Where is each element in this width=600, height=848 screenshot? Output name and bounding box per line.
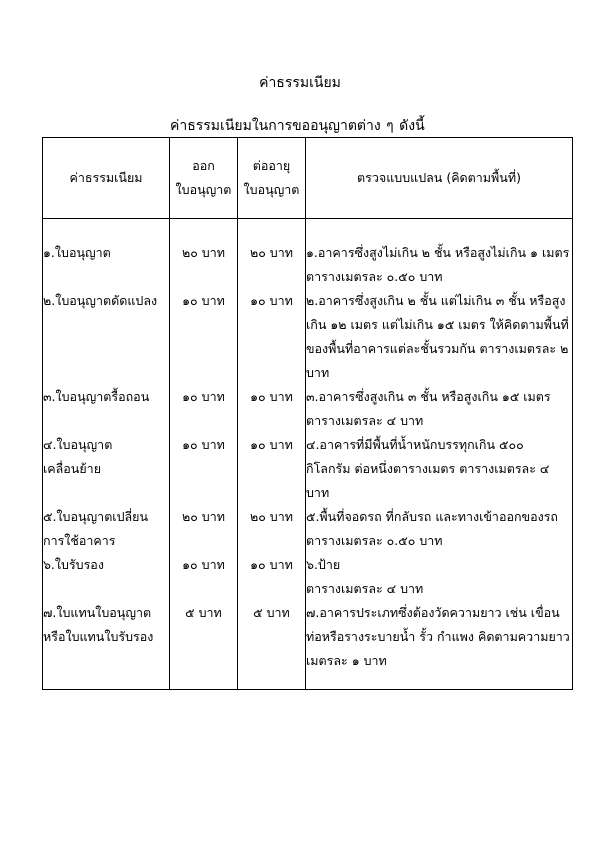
fee-name-line: ๔.ใบอนุญาต bbox=[43, 437, 113, 452]
inspect-fee-line: ๖.ป้าย bbox=[306, 557, 341, 572]
fee-name-line: เคลื่อนย้าย bbox=[43, 461, 102, 476]
inspect-fee-line: ๓.อาคารซึ่งสูงเกิน ๓ ชั้น หรือสูงเกิน ๑๕ เมตร bbox=[306, 389, 551, 404]
inspect-fee-line: ตารางเมตรละ ๔ บาท bbox=[306, 581, 424, 596]
inspect-fee-line: บาท bbox=[306, 485, 330, 500]
issue-fee-cell: ๑๐ บาท bbox=[170, 385, 238, 433]
fee-name-cell bbox=[43, 241, 170, 289]
fee-name-line: ๕.ใบอนุญาตเปลี่ยน bbox=[43, 509, 149, 524]
header-issue bbox=[170, 138, 238, 219]
header-issue-line-1: ออก bbox=[192, 158, 215, 173]
inspect-fee-cell bbox=[306, 433, 573, 505]
page-subtitle: ค่าธรรมเนียมในการขออนุญาตต่าง ๆ ดังนี้ bbox=[170, 118, 425, 134]
table-row bbox=[43, 385, 573, 433]
fee-table bbox=[42, 137, 573, 690]
renew-fee-cell: ๒๐ บาท bbox=[238, 241, 306, 289]
table-row bbox=[43, 601, 573, 690]
issue-fee-cell: ๑๐ บาท bbox=[170, 433, 238, 505]
issue-fee-cell: ๕ บาท bbox=[170, 601, 238, 690]
inspect-fee-line: กิโลกรัม ต่อหนึ่งตารางเมตร ตารางเมตรละ ๔ bbox=[306, 461, 550, 476]
inspect-fee-line: ตารางเมตรละ ๔ บาท bbox=[306, 413, 424, 428]
fee-name-cell bbox=[43, 289, 170, 385]
header-issue-line-2: ใบอนุญาต bbox=[175, 182, 232, 197]
renew-fee-cell: ๑๐ บาท bbox=[238, 289, 306, 385]
table-row bbox=[43, 505, 573, 553]
fee-name-line: การใช้อาคาร bbox=[43, 533, 116, 548]
fee-name-line: ๖.ใบรับรอง bbox=[43, 557, 104, 572]
inspect-fee-cell bbox=[306, 289, 573, 385]
header-fee: ค่าธรรมเนียม bbox=[43, 138, 170, 219]
inspect-fee-line: ๗.อาคารประเภทซึ่งต้องวัดความยาว เช่น เขื่อน bbox=[306, 605, 560, 620]
inspect-fee-cell bbox=[306, 505, 573, 553]
spacer-row bbox=[43, 219, 573, 242]
renew-fee-cell: ๑๐ บาท bbox=[238, 433, 306, 505]
fee-name-cell bbox=[43, 601, 170, 690]
table-row bbox=[43, 553, 573, 601]
issue-fee-cell: ๒๐ บาท bbox=[170, 505, 238, 553]
fee-name-line: หรือใบแทนใบรับรอง bbox=[43, 629, 154, 644]
inspect-fee-cell bbox=[306, 601, 573, 690]
fee-name-line: ๒.ใบอนุญาตดัดแปลง bbox=[43, 293, 158, 308]
inspect-fee-line: เกิน ๑๒ เมตร แต่ไม่เกิน ๑๕ เมตร ให้คิดตามพื้นที่ bbox=[306, 317, 569, 332]
issue-fee-cell: ๑๐ บาท bbox=[170, 553, 238, 601]
fee-name-line: ๗.ใบแทนใบอนุญาต bbox=[43, 605, 152, 620]
header-inspect: ตรวจแบบแปลน (คิดตามพื้นที่) bbox=[306, 138, 573, 219]
inspect-fee-cell bbox=[306, 385, 573, 433]
inspect-fee-line: ตารางเมตรละ ๐.๕๐ บาท bbox=[306, 533, 443, 548]
fee-name-cell bbox=[43, 505, 170, 553]
table-row bbox=[43, 433, 573, 505]
inspect-fee-line: เมตรละ ๑ บาท bbox=[306, 653, 387, 668]
inspect-fee-line: ๕.พื้นที่จอดรถ ที่กลับรถ และทางเข้าออกของรถ bbox=[306, 509, 558, 524]
inspect-fee-cell bbox=[306, 241, 573, 289]
inspect-fee-line: ตารางเมตรละ ๐.๕๐ บาท bbox=[306, 269, 443, 284]
fee-name-cell bbox=[43, 433, 170, 505]
inspect-fee-line: บาท bbox=[306, 365, 330, 380]
inspect-fee-cell bbox=[306, 553, 573, 601]
renew-fee-cell: ๑๐ บาท bbox=[238, 385, 306, 433]
renew-fee-cell: ๑๐ บาท bbox=[238, 553, 306, 601]
header-renew bbox=[238, 138, 306, 219]
renew-fee-cell: ๒๐ บาท bbox=[238, 505, 306, 553]
inspect-fee-line: ของพื้นที่อาคารแต่ละชั้นรวมกัน ตารางเมตรละ ๒ bbox=[306, 341, 569, 356]
page-title: ค่าธรรมเนียม bbox=[259, 75, 341, 91]
inspect-fee-line: ๔.อาคารที่มีพื้นที่น้ำหนักบรรทุกเกิน ๕๐๐ bbox=[306, 437, 524, 452]
issue-fee-cell: ๑๐ บาท bbox=[170, 289, 238, 385]
header-renew-line-2: ใบอนุญาต bbox=[243, 182, 300, 197]
header-renew-line-1: ต่ออายุ bbox=[252, 158, 291, 173]
fee-name-cell bbox=[43, 385, 170, 433]
table-row bbox=[43, 241, 573, 289]
fee-name-cell bbox=[43, 553, 170, 601]
inspect-fee-line: ๑.อาคารซึ่งสูงไม่เกิน ๒ ชั้น หรือสูงไม่เกิน ๑ เมตร bbox=[306, 245, 570, 260]
table-header-row bbox=[43, 138, 573, 219]
issue-fee-cell: ๒๐ บาท bbox=[170, 241, 238, 289]
fee-name-line: ๓.ใบอนุญาตรื้อถอน bbox=[43, 389, 150, 404]
fee-name-line: ๑.ใบอนุญาต bbox=[43, 245, 111, 260]
table-row bbox=[43, 289, 573, 385]
inspect-fee-line: ท่อหรือรางระบายน้ำ รั้ว กำแพง คิดตามความยาว bbox=[306, 629, 570, 644]
inspect-fee-line: ๒.อาคารซึ่งสูงเกิน ๒ ชั้น แต่ไม่เกิน ๓ ชั้น หรือสูง bbox=[306, 293, 566, 308]
renew-fee-cell: ๕ บาท bbox=[238, 601, 306, 690]
